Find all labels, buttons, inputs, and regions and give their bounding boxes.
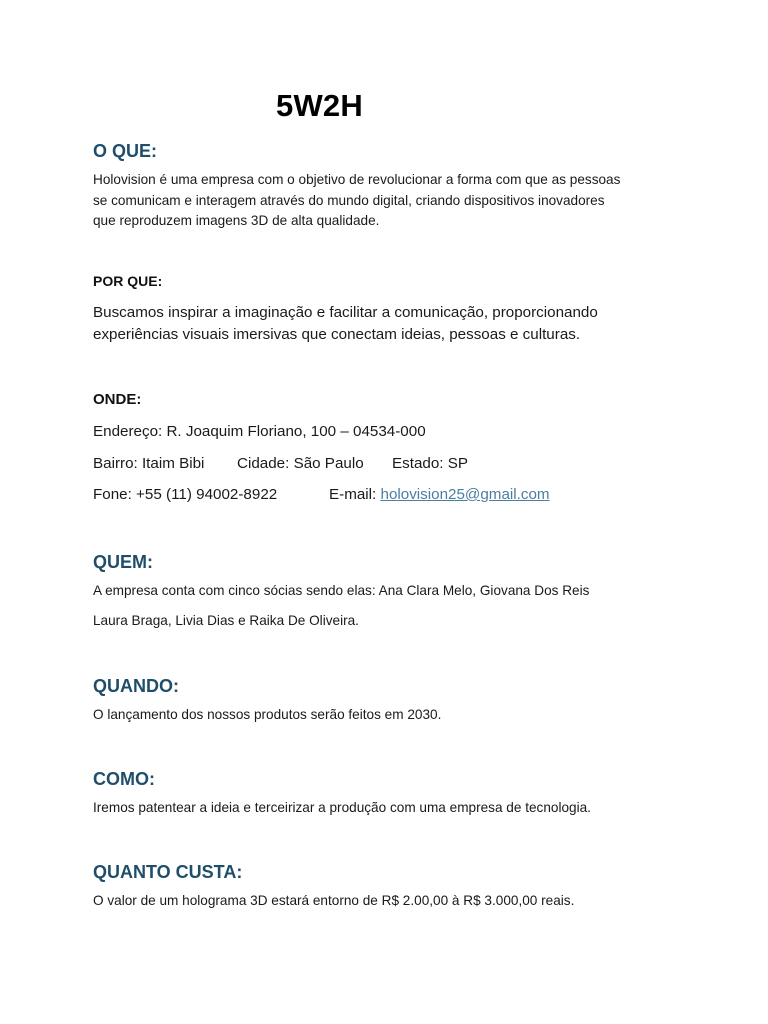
quando-heading: QUANDO: <box>93 676 179 696</box>
onde-bairro: Bairro: Itaim Bibi <box>93 455 205 472</box>
quem-line-1: A empresa conta com cinco sócias sendo elas: Ana Clara Melo, Giovana Dos Reis <box>93 583 590 598</box>
quem-line-2: Laura Braga, Livia Dias e Raika De Oliveira. <box>93 613 359 628</box>
quem-heading: QUEM: <box>93 552 153 572</box>
email-link[interactable]: holovision25@gmail.com <box>380 486 550 503</box>
email-label: E-mail: <box>329 486 377 503</box>
onde-cidade: Cidade: São Paulo <box>237 455 364 472</box>
quando-text: O lançamento dos nossos produtos serão feitos em 2030. <box>93 707 442 722</box>
document-title: 5W2H <box>276 88 363 123</box>
como-text: Iremos patentear a ideia e terceirizar a produção com uma empresa de tecnologia. <box>93 800 591 815</box>
quanto-custa-heading: QUANTO CUSTA: <box>93 862 243 882</box>
como-heading: COMO: <box>93 769 155 789</box>
onde-estado: Estado: SP <box>392 455 468 472</box>
onde-email-row <box>329 484 550 507</box>
por-que-line-2: experiências visuais imersivas que conectam ideias, pessoas e culturas. <box>93 326 581 343</box>
onde-endereco: Endereço: R. Joaquim Floriano, 100 – 04534-000 <box>93 423 426 440</box>
quanto-custa-text: O valor de um holograma 3D estará entorno de R$ 2.00,00 à R$ 3.000,00 reais. <box>93 893 575 908</box>
onde-fone: Fone: +55 (11) 94002-8922 <box>93 486 278 503</box>
por-que-heading: POR QUE: <box>93 273 163 289</box>
o-que-line-1: Holovision é uma empresa com o objetivo de revolucionar a forma com que as pessoas <box>93 172 621 187</box>
o-que-line-3: que reproduzem imagens 3D de alta qualidade. <box>93 213 380 228</box>
o-que-line-2: se comunicam e interagem através do mundo digital, criando dispositivos inovadores <box>93 192 605 208</box>
por-que-line-1: Buscamos inspirar a imaginação e facilitar a comunicação, proporcionando <box>93 304 598 321</box>
onde-heading: ONDE: <box>93 391 142 408</box>
o-que-heading: O QUE: <box>93 141 158 161</box>
